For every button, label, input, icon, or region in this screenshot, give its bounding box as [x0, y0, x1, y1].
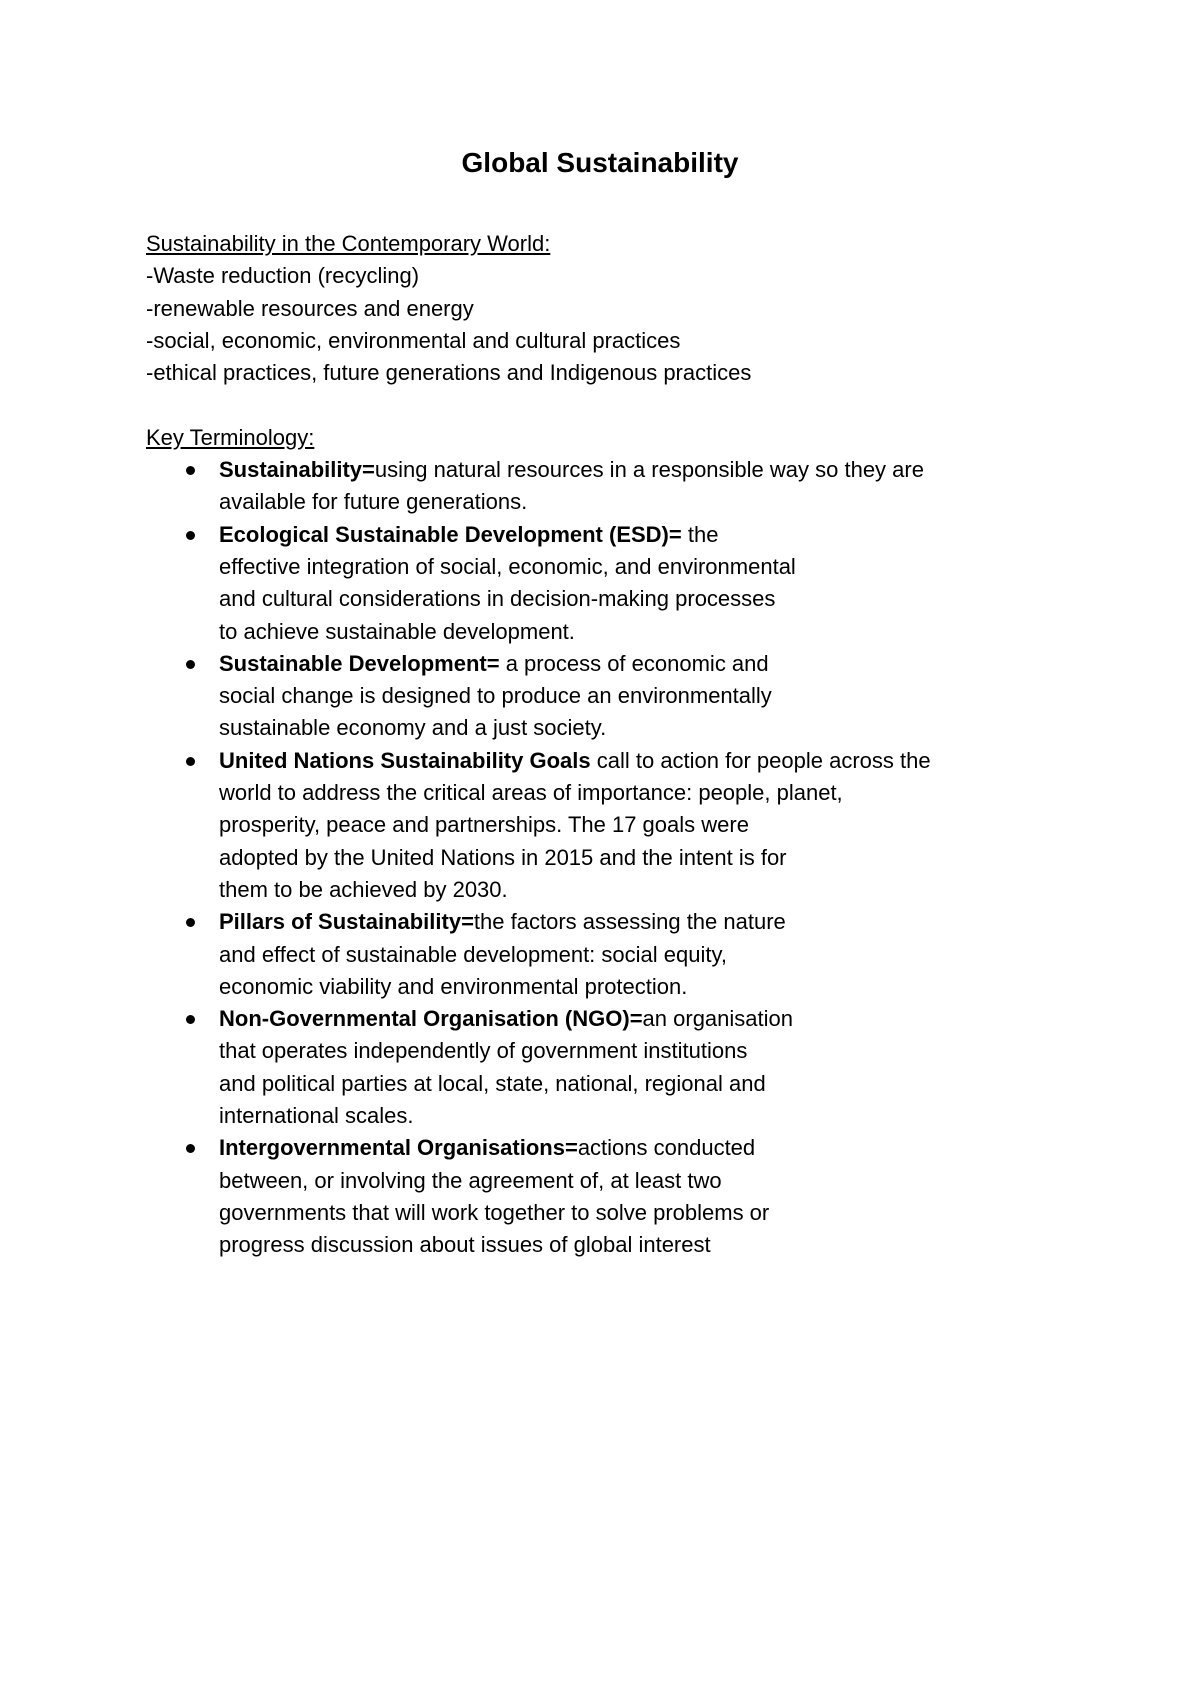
term-first-line [219, 745, 1046, 777]
definition-line: world to address the critical areas of importance: people, planet, [219, 780, 843, 806]
term-name: Pillars of Sustainability= [219, 909, 474, 935]
definition-text: using natural resources in a responsible way so they are [374, 457, 924, 483]
term-name: Sustainability= [219, 457, 375, 483]
document-body [146, 228, 1046, 1262]
list-item [146, 648, 1046, 745]
term-name: Ecological Sustainable Development (ESD)= [219, 521, 682, 547]
bullet-icon [186, 757, 195, 766]
term-first-line [219, 1132, 1046, 1164]
definition-text: an organisation [642, 1006, 793, 1032]
definition-line: available for future generations. [219, 489, 528, 515]
term-first-line [219, 454, 1046, 486]
list-item [146, 745, 1046, 906]
definition-line: and political parties at local, state, national, regional and [219, 1070, 766, 1096]
definition-line: and effect of sustainable development: social equity, [219, 941, 727, 967]
section-heading-key-terminology: Key Terminology: [146, 424, 315, 450]
list-item [146, 454, 1046, 519]
term-first-line [219, 648, 1046, 680]
list-item [146, 519, 1046, 648]
bullet-icon [186, 1015, 195, 1024]
definition-line: adopted by the United Nations in 2015 and the intent is for [219, 844, 787, 870]
text-line: -social, economic, environmental and cultural practices [146, 327, 681, 353]
terminology-list [146, 454, 1046, 1261]
definition-line: and cultural considerations in decision-making processes [219, 586, 776, 612]
bullet-icon [186, 466, 195, 475]
bullet-icon [186, 660, 195, 669]
definition-line: sustainable economy and a just society. [219, 715, 607, 741]
definition-text: the factors assessing the nature [473, 909, 786, 935]
paragraph-spacer [146, 389, 1046, 421]
term-name: Sustainable Development= [219, 650, 500, 676]
definition-line: between, or involving the agreement of, at least two [219, 1167, 722, 1193]
term-first-line [219, 519, 1046, 551]
definition-line: international scales. [219, 1103, 414, 1129]
term-first-line [219, 1003, 1046, 1035]
list-item [146, 1132, 1046, 1261]
term-name: United Nations Sustainability Goals [219, 747, 591, 773]
definition-line: that operates independently of government institutions [219, 1038, 748, 1064]
definition-text: a process of economic and [499, 650, 769, 676]
text-line: -renewable resources and energy [146, 295, 474, 321]
definition-line: progress discussion about issues of global interest [219, 1232, 711, 1258]
definition-line: effective integration of social, economic, and environmental [219, 553, 796, 579]
definition-line: governments that will work together to solve problems or [219, 1199, 770, 1225]
term-first-line [219, 906, 1046, 938]
list-item [146, 906, 1046, 1003]
definition-line: prosperity, peace and partnerships. The 17 goals were [219, 812, 749, 838]
definition-text: call to action for people across the [590, 747, 931, 773]
list-item [146, 1003, 1046, 1132]
text-line: -ethical practices, future generations and Indigenous practices [146, 360, 752, 386]
bullet-icon [186, 531, 195, 540]
definition-line: to achieve sustainable development. [219, 618, 575, 644]
definition-text: the [681, 521, 719, 547]
section-heading-contemporary-world: Sustainability in the Contemporary World: [146, 231, 551, 256]
definition-text: actions conducted [577, 1135, 756, 1161]
bullet-icon [186, 1144, 195, 1153]
page-title: Global Sustainability [461, 147, 739, 178]
definition-line: social change is designed to produce an environmentally [219, 683, 772, 709]
term-name: Non-Governmental Organisation (NGO)= [219, 1006, 643, 1032]
definition-line: economic viability and environmental protection. [219, 973, 688, 999]
text-line: -Waste reduction (recycling) [146, 263, 420, 289]
term-name: Intergovernmental Organisations= [219, 1135, 578, 1161]
bullet-icon [186, 918, 195, 927]
definition-line: them to be achieved by 2030. [219, 876, 508, 902]
